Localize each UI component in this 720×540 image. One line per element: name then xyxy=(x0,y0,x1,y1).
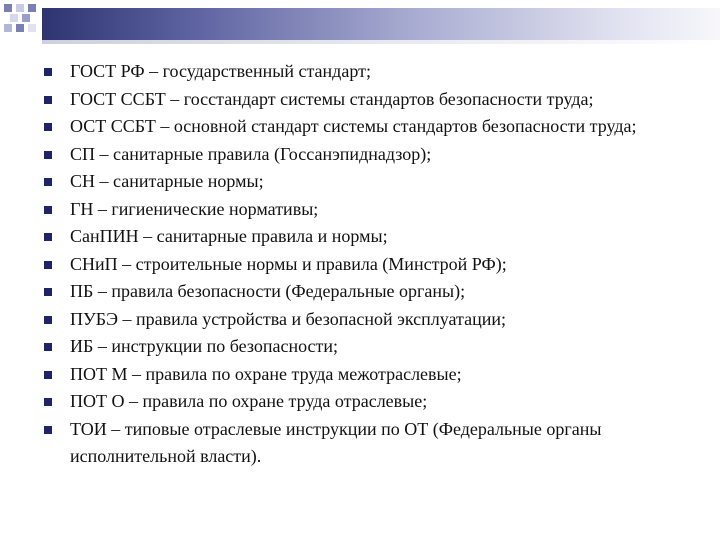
decor-square xyxy=(22,14,30,22)
list-item-text: ПБ – правила безопасности (Федеральные органы); xyxy=(70,281,466,301)
list-item xyxy=(0,141,720,169)
square-bullet-icon xyxy=(44,426,52,434)
slide-content xyxy=(0,58,720,471)
decor-square xyxy=(28,24,36,32)
list-item xyxy=(0,196,720,224)
square-bullet-icon xyxy=(44,178,52,186)
list-item xyxy=(0,168,720,196)
list-item xyxy=(0,223,720,251)
list-item-text: ГОСТ ССБТ – госстандарт системы стандартов безопасности труда; xyxy=(70,88,594,109)
list-item-text: СП – санитарные правила (Госсанэпиднадзор); xyxy=(70,143,432,164)
list-item xyxy=(0,306,720,334)
square-bullet-icon xyxy=(44,288,52,296)
slide-header-decoration xyxy=(0,0,720,50)
decor-square xyxy=(16,24,24,32)
square-bullet-icon xyxy=(44,316,52,324)
square-bullet-icon xyxy=(44,206,52,214)
decor-square xyxy=(4,24,12,32)
decor-square xyxy=(10,14,18,22)
list-item-text: ПОТ О – правила по охране труда отраслевые; xyxy=(70,391,428,411)
list-item xyxy=(0,86,720,114)
list-item-text: ИБ – инструкции по безопасности; xyxy=(70,336,339,356)
list-item xyxy=(0,278,720,306)
list-item-text: СНиП – строительные нормы и правила (Минстрой РФ); xyxy=(70,253,507,274)
square-bullet-icon xyxy=(44,398,52,406)
list-item-text: ТОИ – типовые отраслевые инструкции по ОТ (Федеральные органы исполнительной власти). xyxy=(70,418,602,466)
list-item xyxy=(0,361,720,389)
list-item-text: ОСТ ССБТ – основной стандарт системы стандартов безопасности труда; xyxy=(70,116,637,136)
list-item-text: СанПИН – санитарные правила и нормы; xyxy=(70,226,388,246)
square-bullet-icon xyxy=(44,371,52,379)
list-item-text: СН – санитарные нормы; xyxy=(70,171,264,191)
list-item-text: ГОСТ РФ – государственный стандарт; xyxy=(70,61,371,81)
header-band-shadow xyxy=(42,40,720,44)
list-item xyxy=(0,333,720,361)
square-bullet-icon xyxy=(44,151,52,159)
list-item xyxy=(0,113,720,141)
decor-square xyxy=(28,4,36,12)
list-item xyxy=(0,251,720,279)
list-item-text: ПУБЭ – правила устройства и безопасной эксплуатации; xyxy=(70,308,507,329)
square-bullet-icon xyxy=(44,68,52,76)
square-bullet-icon xyxy=(44,261,52,269)
header-gradient-band xyxy=(42,8,720,40)
square-bullet-icon xyxy=(44,343,52,351)
list-item xyxy=(0,58,720,86)
square-bullet-icon xyxy=(44,123,52,131)
square-bullet-icon xyxy=(44,233,52,241)
list-item xyxy=(0,416,720,471)
decor-square xyxy=(16,4,24,12)
decor-square xyxy=(4,4,12,12)
list-item-text: ПОТ М – правила по охране труда межотраслевые; xyxy=(70,363,462,384)
square-bullet-icon xyxy=(44,96,52,104)
list-item xyxy=(0,388,720,416)
abbreviation-list xyxy=(0,58,720,471)
list-item-text: ГН – гигиенические нормативы; xyxy=(70,198,319,219)
